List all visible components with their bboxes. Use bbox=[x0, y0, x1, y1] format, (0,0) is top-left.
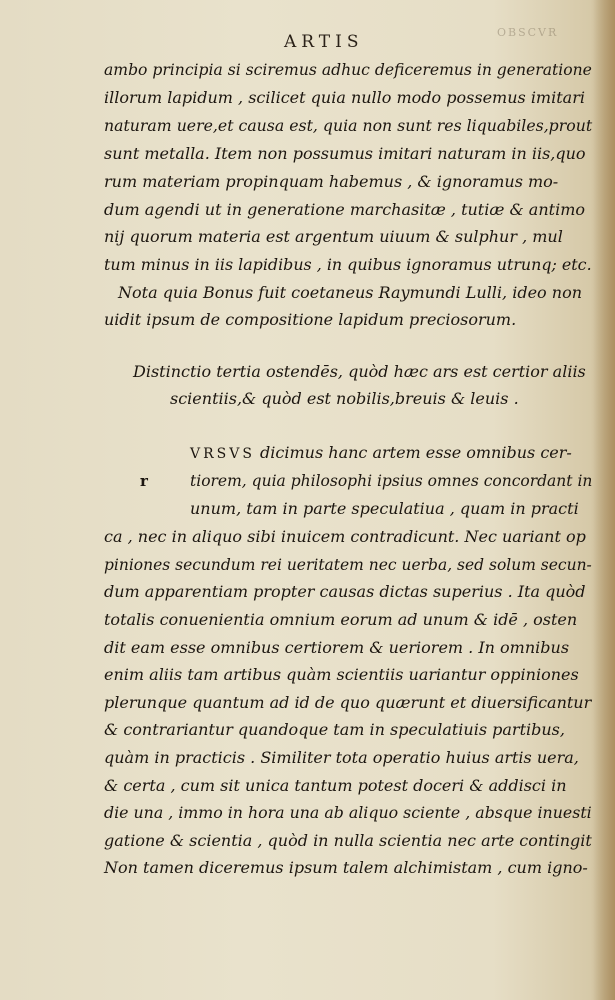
text-line: naturam uere,et causa est, quia non sunt res liquabiles,prout bbox=[104, 116, 593, 135]
text-line: tum minus in iis lapidibus , in quibus ignoramus utrunq; etc. bbox=[104, 255, 592, 274]
text-line: Nota quia Bonus fuit coetaneus Raymundi Lulli, ideo non bbox=[118, 283, 582, 302]
text-run: dicimus hanc artem esse omnibus cer- bbox=[260, 443, 572, 462]
text-line: illorum lapidum , scilicet quia nullo modo possemus imitari bbox=[104, 88, 585, 107]
text-line: ca , nec in aliquo sibi inuicem contradicunt. Nec uariant op bbox=[104, 527, 586, 546]
section-heading: scientiis,& quòd est nobilis,breuis & leuis . bbox=[170, 389, 519, 408]
text-line: rum materiam propinquam habemus , & ignoramus mo- bbox=[104, 172, 559, 191]
text-line: & certa , cum sit unica tantum potest doceri & addisci in bbox=[104, 776, 567, 795]
bleed-through-text: OBSCVR bbox=[497, 26, 559, 39]
text-line bbox=[190, 443, 572, 462]
text-line: dit eam esse omnibus certiorem & ueriorem . In omnibus bbox=[104, 638, 570, 657]
text-line: gatione & scientia , quòd in nulla scientia nec arte contingit bbox=[104, 831, 592, 850]
text-line: tiorem, quia philosophi ipsius omnes concordant in bbox=[190, 471, 593, 490]
text-line: & contrariantur quandoque tam in speculatiuis partibus, bbox=[104, 720, 565, 739]
text-line: die una , immo in hora una ab aliquo sciente , absque inuesti bbox=[104, 803, 592, 822]
text-line: enim aliis tam artibus quàm scientiis uariantur oppiniones bbox=[104, 665, 579, 684]
drop-initial: r bbox=[140, 472, 148, 490]
text-line: quàm in practicis . Similiter tota operatio huius artis uera, bbox=[104, 748, 579, 767]
text-line: piniones secundum rei ueritatem nec uerba, sed solum secun- bbox=[104, 555, 592, 574]
running-title: ARTIS bbox=[284, 32, 364, 52]
text-line: plerunque quantum ad id de quo quærunt et diuersificantur bbox=[104, 693, 592, 712]
text-line: dum apparentiam propter causas dictas superius . Ita quòd bbox=[104, 582, 586, 601]
text-line: nij quorum materia est argentum uiuum & sulphur , mul bbox=[104, 227, 563, 246]
capitals-run: VRSVS bbox=[190, 446, 255, 462]
text-line: uidit ipsum de compositione lapidum preciosorum. bbox=[104, 310, 517, 329]
text-line: totalis conuenientia omnium eorum ad unum & idē , osten bbox=[104, 610, 578, 629]
text-line: Non tamen diceremus ipsum talem alchimistam , cum igno- bbox=[104, 858, 588, 877]
page-gutter-shadow bbox=[593, 0, 615, 1000]
text-line: sunt metalla. Item non possumus imitari naturam in iis,quo bbox=[104, 144, 586, 163]
text-line: unum, tam in parte speculatiua , quam in practi bbox=[190, 499, 579, 518]
section-heading: Distinctio tertia ostendēs, quòd hæc ars est certior aliis bbox=[133, 362, 586, 381]
text-line: ambo principia si sciremus adhuc deficeremus in generatione bbox=[104, 60, 592, 79]
text-line: dum agendi ut in generatione marchasitæ , tutiæ & antimo bbox=[104, 200, 585, 219]
